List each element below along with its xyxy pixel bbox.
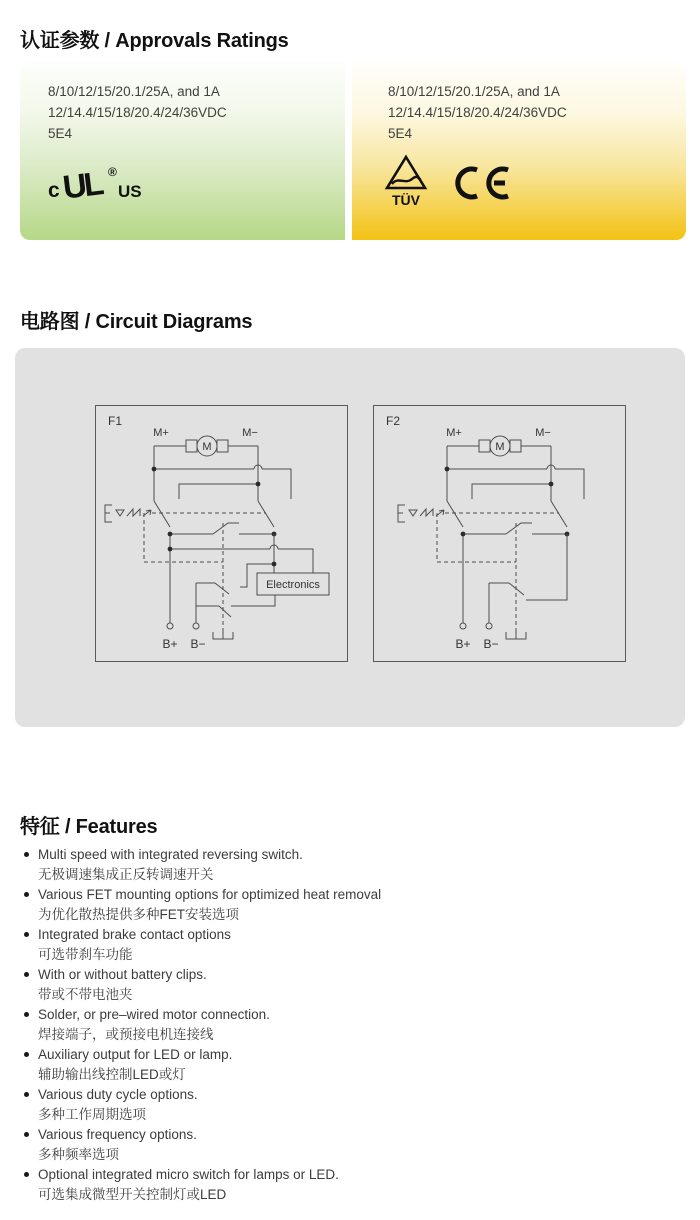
bullet-icon xyxy=(24,1172,29,1177)
motor-label: M xyxy=(202,441,212,453)
rating-line: 8/10/12/15/20.1/25A, and 1A xyxy=(48,84,220,99)
feature-en: Various FET mounting options for optimized heat removal xyxy=(38,887,382,902)
feature-en: Various duty cycle options. xyxy=(38,1087,198,1102)
diagram-label: F1 xyxy=(108,414,123,428)
rating-line: 5E4 xyxy=(48,126,73,141)
svg-text:US: US xyxy=(118,182,142,201)
features-list xyxy=(20,845,675,1205)
bullet-icon xyxy=(24,1092,29,1097)
bullet-icon xyxy=(24,852,29,857)
bullet-icon xyxy=(24,892,29,897)
feature-item xyxy=(20,925,675,965)
circuit-diagram-f1 xyxy=(95,405,348,662)
rating-line: 12/14.4/15/18/20.4/24/36VDC xyxy=(388,105,567,120)
svg-text:TÜV: TÜV xyxy=(392,192,420,208)
diagram-label: F2 xyxy=(386,414,401,428)
b-plus-label: B+ xyxy=(162,637,178,651)
feature-zh: 焊接端子，或预接电机连接线 xyxy=(38,1027,214,1042)
circuit-heading: 电路图 / Circuit Diagrams xyxy=(20,311,253,333)
svg-text:®: ® xyxy=(108,165,117,179)
m-plus-label: M+ xyxy=(446,427,462,439)
feature-zh: 带或不带电池夹 xyxy=(38,987,133,1002)
feature-zh: 无极调速集成正反转调速开关 xyxy=(38,867,214,882)
feature-zh: 多种频率选项 xyxy=(38,1147,119,1162)
bullet-icon xyxy=(24,972,29,977)
rating-line: 12/14.4/15/18/20.4/24/36VDC xyxy=(48,105,227,120)
b-minus-label: B− xyxy=(483,637,499,651)
electronics-label: Electronics xyxy=(266,579,320,591)
feature-en: With or without battery clips. xyxy=(38,967,207,982)
tuv-logo xyxy=(383,154,429,208)
feature-en: Auxiliary output for LED or lamp. xyxy=(38,1047,233,1062)
feature-item xyxy=(20,845,675,885)
cul-us-logo xyxy=(46,158,156,206)
motor-label: M xyxy=(495,441,505,453)
rating-line: 8/10/12/15/20.1/25A, and 1A xyxy=(388,84,560,99)
bullet-icon xyxy=(24,1052,29,1057)
rating-line: 5E4 xyxy=(388,126,413,141)
feature-en: Solder, or pre–wired motor connection. xyxy=(38,1007,270,1022)
feature-item xyxy=(20,1045,675,1085)
feature-item xyxy=(20,1165,675,1205)
feature-item xyxy=(20,1085,675,1125)
feature-zh: 多种工作周期选项 xyxy=(38,1107,146,1122)
bullet-icon xyxy=(24,1012,29,1017)
feature-zh: 可选带刹车功能 xyxy=(38,947,133,962)
feature-en: Various frequency options. xyxy=(38,1127,197,1142)
feature-en: Multi speed with integrated reversing switch. xyxy=(38,847,303,862)
feature-zh: 可选集成微型开关控制灯或LED xyxy=(38,1187,227,1202)
circuit-diagram-f2 xyxy=(373,405,626,662)
bullet-icon xyxy=(24,932,29,937)
approvals-box-tuv-ce xyxy=(352,62,686,240)
m-plus-label: M+ xyxy=(153,427,169,439)
feature-zh: 为优化散热提供多种FET安装选项 xyxy=(38,907,239,922)
svg-text:c: c xyxy=(48,179,60,202)
feature-en: Integrated brake contact options xyxy=(38,927,231,942)
m-minus-label: M− xyxy=(242,427,258,439)
b-minus-label: B− xyxy=(190,637,206,651)
feature-item xyxy=(20,885,675,925)
feature-zh: 辅助输出线控制LED或灯 xyxy=(38,1067,186,1082)
approvals-heading: 认证参数 / Approvals Ratings xyxy=(20,30,289,52)
feature-item xyxy=(20,1125,675,1165)
circuit-panel xyxy=(15,348,685,727)
b-plus-label: B+ xyxy=(455,637,471,651)
features-heading: 特征 / Features xyxy=(20,816,158,838)
feature-item xyxy=(20,1005,675,1045)
feature-item xyxy=(20,965,675,1005)
feature-en: Optional integrated micro switch for lamps or LED. xyxy=(38,1167,339,1182)
m-minus-label: M− xyxy=(535,427,551,439)
ce-logo xyxy=(446,166,514,200)
approvals-box-ul xyxy=(20,62,345,240)
bullet-icon xyxy=(24,1132,29,1137)
svg-text:UL: UL xyxy=(60,164,103,206)
